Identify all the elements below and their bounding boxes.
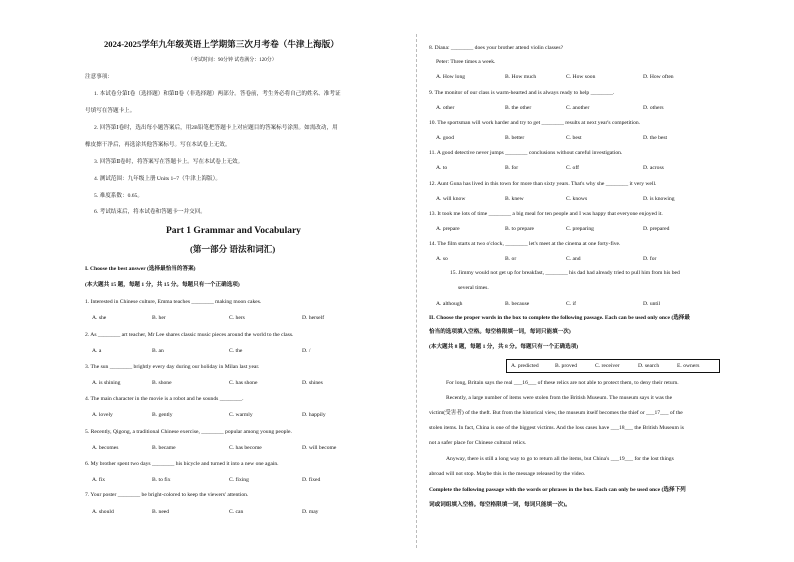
answer-option[interactable]: B. need [152, 509, 170, 515]
answer-option[interactable]: C. the [229, 348, 243, 354]
answer-option[interactable]: D. others [643, 105, 664, 111]
answer-option[interactable]: A. prepare [436, 226, 460, 232]
answer-option[interactable]: D. herself [302, 315, 325, 321]
passage-line: not a safer place for Chinese cultural relics. [429, 440, 527, 446]
word-option: E. owners [677, 363, 700, 369]
question-continuation: several times. [458, 285, 489, 291]
answer-option[interactable]: C. can [229, 509, 244, 515]
note-line: 橡皮擦干净后，再选涂其他答案标号。写在本试卷上无效。 [85, 142, 231, 148]
answer-option[interactable]: D. until [643, 301, 661, 307]
answer-option[interactable]: C. fixing [229, 477, 249, 483]
answer-option[interactable]: A. lovely [92, 412, 113, 418]
answer-option[interactable]: C. preparing [566, 226, 594, 232]
answer-option[interactable]: C. hers [229, 315, 245, 321]
section3-heading: Complete the following passage with the words or phrases in the box. Each can only be used once (选择下列 [429, 487, 686, 493]
answer-option[interactable]: B. because [505, 301, 530, 307]
note-line: 1. 本试卷分第Ⅰ卷（选择题）和第Ⅱ卷（非选择题）两部分。答卷前，考生务必将自己的姓名、准考证 [94, 91, 341, 97]
word-option: D. search [638, 363, 660, 369]
answer-option[interactable]: B. gently [152, 412, 173, 418]
answer-option[interactable]: A. How long [436, 74, 466, 80]
answer-option[interactable]: B. shone [152, 380, 172, 386]
question-stem: 14. The film starts at two o'clock, ________ let's meet at the cinema at one forty-five. [429, 241, 621, 247]
answer-option[interactable]: A. is shining [92, 380, 121, 386]
answer-option[interactable]: D. / [302, 348, 311, 354]
question-stem: 2. As ________ art teacher, Mr Lee shares classic music pieces around the world to the class. [85, 332, 294, 338]
answer-option[interactable]: A. she [92, 315, 107, 321]
answer-option[interactable]: C. has shone [229, 380, 258, 386]
note-line: 4. 测试范围：九年级上册 Units 1~7（牛津上海版）。 [94, 176, 222, 182]
answer-option[interactable]: C. if [566, 301, 576, 307]
answer-option[interactable]: B. the other [505, 105, 532, 111]
answer-option[interactable]: D. fixed [302, 477, 321, 483]
question-stem: 5. Recently, Qigong, a traditional Chinese exercise, ________ popular among young people. [85, 429, 292, 435]
exam-info: （考试时间：90分钟 试卷满分：120分） [188, 58, 277, 63]
question-stem: 7. Your poster ________ be bright-colored to keep the viewers' attention. [85, 492, 249, 498]
answer-option[interactable]: D. is knowing [643, 196, 675, 202]
answer-option[interactable]: D. will become [302, 445, 337, 451]
answer-option[interactable]: C. How soon [566, 74, 596, 80]
answer-option[interactable]: A. fix [92, 477, 106, 483]
answer-option[interactable]: D. happily [302, 412, 326, 418]
answer-option[interactable]: B. knew [505, 196, 524, 202]
answer-option[interactable]: B. became [152, 445, 176, 451]
answer-option[interactable]: A. so [436, 256, 448, 262]
answer-option[interactable]: A. a [92, 348, 102, 354]
note-line: 3. 回答第Ⅱ卷时，将答案写在答题卡上。写在本试卷上无效。 [94, 159, 244, 165]
question-stem: 11. A good detective never jumps ________ conclusions without careful investigation. [429, 150, 623, 156]
question-stem: 6. My brother spent two days ________ his bicycle and turned it into a new one again. [85, 461, 279, 467]
answer-option[interactable]: D. How often [643, 74, 674, 80]
answer-option[interactable]: B. or [505, 256, 517, 262]
section2-scoring: (本大题共 8 题，每题 1 分，共 8 分。每题只有一个正确选项) [429, 344, 579, 350]
passage-line: Anyway, there is still a long way to go to return all the items, but China's ___19___ for the lost things [446, 456, 674, 462]
word-option: B. proved [555, 363, 578, 369]
section2-heading: II. Choose the proper words in the box to complete the following passage. Each can be used only once (选择最 [429, 315, 690, 321]
question-stem: 8. Diana: ________ does your brother attend violin classes? [429, 45, 564, 51]
section3-heading-cn: 词或词组填入空格。每空格限填一词，每词只能填一次)。 [429, 502, 571, 508]
page-title: 2024-2025学年九年级英语上学期第三次月考卷（牛津上海版） [104, 39, 339, 49]
answer-option[interactable]: C. off [566, 165, 579, 171]
note-line: 5. 难度系数：0.65。 [94, 193, 143, 199]
answer-option[interactable]: A. to [436, 165, 448, 171]
answer-option[interactable]: A. good [436, 135, 455, 141]
note-line: 6. 考试结束后，将本试卷和答题卡一并交回。 [94, 209, 206, 215]
answer-option[interactable]: A. becomes [92, 445, 119, 451]
answer-option[interactable]: B. better [505, 135, 525, 141]
word-box [506, 359, 720, 373]
passage-line: Recently, a large number of items were stolen from the British Museum. The museum says it was the [446, 395, 673, 401]
answer-option[interactable]: D. prepared [643, 226, 670, 232]
answer-option[interactable]: B. How much [505, 74, 537, 80]
column-divider [416, 34, 417, 548]
answer-option[interactable]: A. although [436, 301, 463, 307]
question-stem: 1. Interested in Chinese culture, Emma teaches ________ making moon cakes. [85, 299, 262, 305]
answer-option[interactable]: C. and [566, 256, 581, 262]
part-title-cn: (第一部分 语法和词汇) [190, 244, 276, 254]
answer-option[interactable]: B. to prepare [505, 226, 535, 232]
word-option: C. receiver [595, 363, 620, 369]
passage-line: abroad will not stop. Maybe this is the message released by the video. [429, 471, 586, 477]
section-heading: I. Choose the best answer (选择最恰当的答案) [85, 266, 196, 272]
question-stem: 9. The monitor of our class is warm-hearted and is always ready to help ________. [429, 90, 615, 96]
question-stem: 12. Aunt Guna has lived in this town for more than sixty years. That's why she ________ it very well. [429, 181, 657, 187]
question-stem: 4. The main character in the movie is a robot and he sounds ________. [85, 396, 244, 402]
answer-option[interactable]: A. will know [436, 196, 466, 202]
answer-option[interactable]: D. across [643, 165, 664, 171]
notes-heading: 注意事项： [85, 74, 113, 80]
answer-option[interactable]: B. an [152, 348, 164, 354]
passage-line: stolen items. In fact, China is one of the biggest victims. And the loss cases have ___18___ the British Museum is [429, 425, 684, 431]
question-continuation: Peter: Three times a week. [436, 59, 496, 65]
question-stem: 3. The sun ________ brightly every day during our holiday in Milan last year. [85, 364, 260, 370]
question-stem: 13. It took me lots of time ________ a big meal for ten people and I was happy that everyone enjoyed it. [429, 211, 663, 217]
answer-option[interactable]: C. another [566, 105, 590, 111]
answer-option[interactable]: A. other [436, 105, 455, 111]
question-stem: 10. The sportsman will work harder and try to get ________ results at next year's competition. [429, 120, 641, 126]
answer-option[interactable]: C. has become [229, 445, 262, 451]
note-line: 2. 回答第Ⅰ卷时，选出每小题答案后，用2B铅笔把答题卡上对应题目的答案标号涂黑。如需改动，用 [94, 125, 338, 131]
note-line: 号填写在答题卡上。 [85, 108, 136, 114]
question-stem: 15. Jimmy would not get up for breakfast, ________ his dad had already tried to pull him from his bed [450, 270, 680, 276]
answer-option[interactable]: A. should [92, 509, 114, 515]
answer-option[interactable]: C. knows [566, 196, 588, 202]
answer-option[interactable]: D. may [302, 509, 319, 515]
answer-option[interactable]: D. the best [643, 135, 668, 141]
answer-option[interactable]: D. for [643, 256, 657, 262]
answer-option[interactable]: B. to fix [152, 477, 171, 483]
passage-line: For long, Britain says the real ___16___ of these relics are not able to protect them, to deny their return. [446, 380, 679, 386]
word-option: A. predicted [511, 363, 539, 369]
answer-option[interactable]: B. her [152, 315, 166, 321]
section-scoring: (本大题共 15 题，每题 1 分，共 15 分。每题只有一个正确选项) [85, 282, 240, 288]
part-title-en: Part 1 Grammar and Vocabulary [166, 226, 301, 236]
answer-option[interactable]: C. best [566, 135, 582, 141]
answer-option[interactable]: B. for [505, 165, 519, 171]
section2-heading-cn: 恰当的选项填入空格。每空格限填一词，每词只能填一次) [429, 329, 571, 335]
answer-option[interactable]: D. shines [302, 380, 323, 386]
answer-option[interactable]: C. warmly [229, 412, 253, 418]
passage-line: victim(受害者) of the theft. But from the historical view, the museum itself becomes the thief or ___17___ of the [429, 410, 683, 416]
